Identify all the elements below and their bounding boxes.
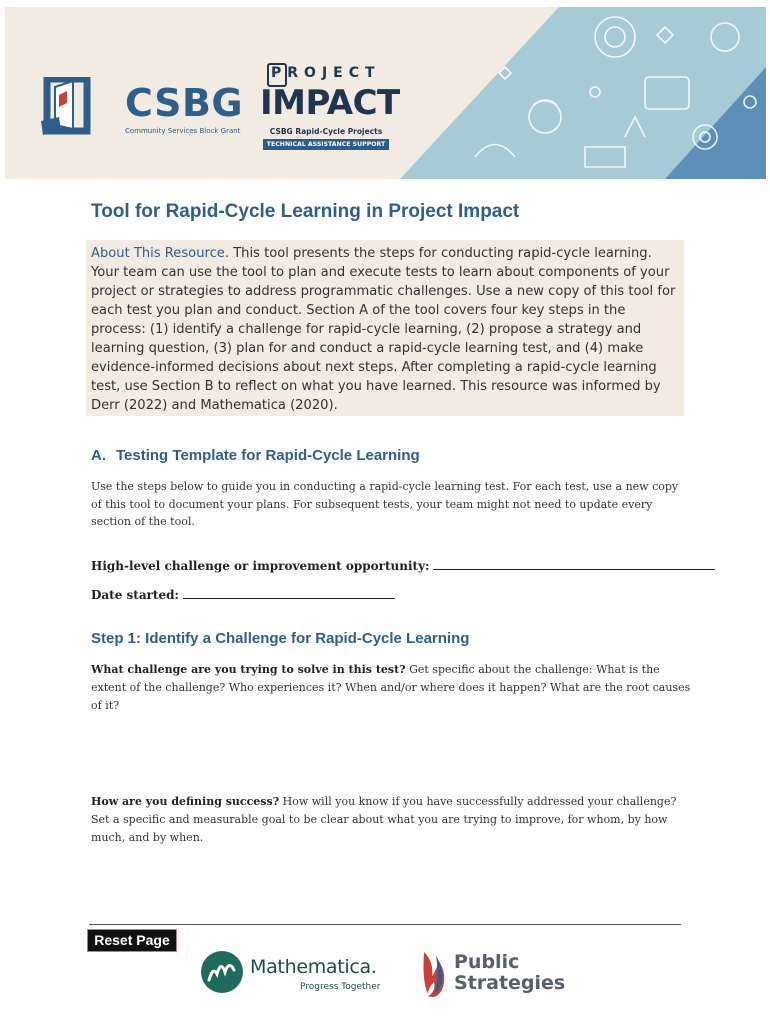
question-challenge [91,661,691,795]
question-success-bold: How are you defining success? [91,795,280,808]
project-label: PROJECT [271,65,381,81]
csbg-door-icon [37,77,117,147]
challenge-field [91,559,715,573]
mathematica-m-icon [200,950,244,994]
challenge-label: High-level challenge or improvement opportunity: [91,559,430,573]
challenge-input[interactable] [433,559,715,570]
about-lead: About This Resource. [91,246,230,261]
mathematica-wordmark: Mathematica. [250,956,377,978]
impact-label: IMPACT [260,83,400,123]
csbg-subtitle: Community Services Block Grant [125,127,241,135]
csbg-logo [37,77,244,147]
question-challenge-bold: What challenge are you trying to solve in this test? [91,663,406,676]
section-a-heading [91,447,420,464]
header-banner [5,7,766,179]
ta-support-label: TECHNICAL ASSISTANCE SUPPORT [263,139,389,150]
success-answer-area[interactable] [91,847,691,907]
project-impact-logo [257,63,407,163]
section-a-title: Testing Template for Rapid-Cycle Learning [116,447,420,464]
question-success-text: How will you know if you have successfully addressed your challenge? Set a specific and measurable goal to be clear about what you are trying to improve, for whom, by how much, and by when. [91,795,677,844]
csbg-wordmark: CSBG [125,81,244,125]
about-resource-box [86,240,684,416]
question-success [91,793,691,907]
step1-heading: Step 1: Identify a Challenge for Rapid-Cycle Learning [91,630,470,647]
public-strategies-line1: Public [454,951,520,973]
footer-divider [89,924,681,925]
date-field [91,588,395,602]
rapid-cycle-label: CSBG Rapid-Cycle Projects [269,127,383,136]
public-strategies-logo [418,948,566,1002]
mathematica-tagline: Progress Together [300,982,381,992]
public-strategies-line2: Strategies [454,972,566,994]
mathematica-logo [200,948,400,998]
public-strategies-wordmark [454,952,565,994]
document-title: Tool for Rapid-Cycle Learning in Project Impact [91,201,520,222]
date-label: Date started: [91,588,179,602]
challenge-answer-area[interactable] [91,715,691,795]
question-challenge-text: Get specific about the challenge: What is the extent of the challenge? Who experiences it? When and/or where does it happen? What are the root causes of it? [91,663,691,712]
section-a-intro: Use the steps below to guide you in conducting a rapid-cycle learning test. For each test, use a new copy of this tool to document your plans. For subsequent tests, your team might not need to update every section of the tool. [91,480,679,528]
reset-page-button[interactable]: Reset Page [87,929,177,952]
public-strategies-flame-icon [420,950,450,1000]
date-input[interactable] [183,588,395,599]
about-body: This tool presents the steps for conducting rapid-cycle learning. Your team can use the tool to plan and execute tests to learn about components of your project or strategies to address programmatic challenges. Use a new copy of this tool for each test you plan and conduct. Section A of the tool covers four key steps in the process: (1) identify a challenge for rapid-cycle learning, (2) propose a strategy and learning question, (3) plan for and conduct a rapid-cycle learning test, and (4) make evidence-informed decisions about next steps. After completing a rapid-cycle learning test, use Section B to reflect on what you have learned. This resource was informed by Derr (2022) and Mathematica (2020). [91,246,676,413]
section-a-letter: A. [91,447,106,464]
